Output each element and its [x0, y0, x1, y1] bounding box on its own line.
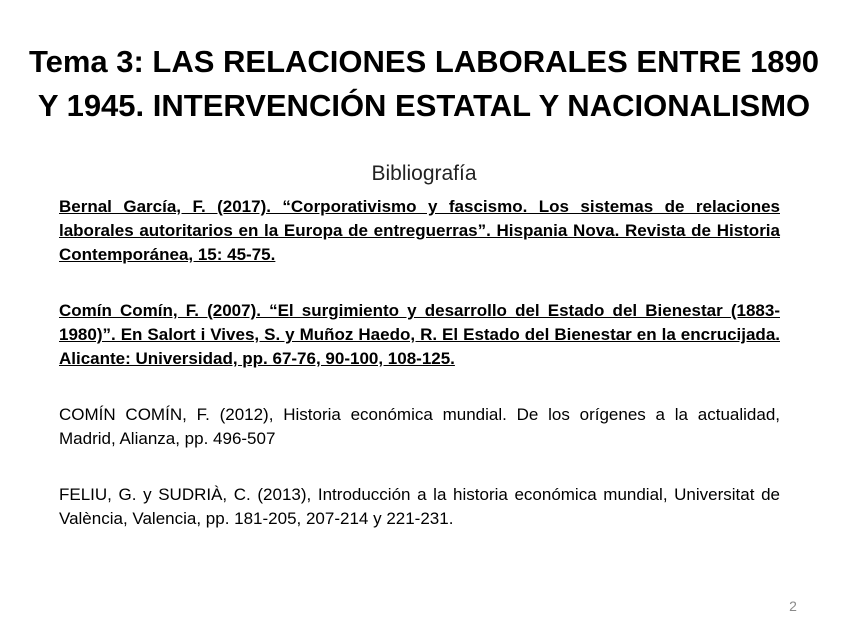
reference-comin-2012: COMÍN COMÍN, F. (2012), Historia económica mundial. De los orígenes a la actualidad, Madrid, Alianza, pp. 496-507 — [59, 405, 780, 448]
page-number: 2 — [789, 598, 797, 614]
bibliography-heading: Bibliografía — [371, 162, 477, 185]
reference-list — [59, 195, 780, 531]
reference-feliu-sudria: FELIU, G. y SUDRIÀ, C. (2013), Introducción a la historia económica mundial, Universitat de València, Valencia, pp. 181-205, 207-214 y 221-231. — [59, 485, 780, 528]
slide-title: Tema 3: LAS RELACIONES LABORALES ENTRE 1890 Y 1945. INTERVENCIÓN ESTATAL Y NACIONALISMO — [28, 44, 820, 123]
reference-bernal-garcia: Bernal García, F. (2017). “Corporativismo y fascismo. Los sistemas de relaciones laborales autoritarios en la Europa de entreguerras”. Hispania Nova. Revista de Historia Contemporánea, 15: 45-75. — [59, 197, 780, 264]
reference-comin-2007: Comín Comín, F. (2007). “El surgimiento y desarrollo del Estado del Bienestar (1883-1980)”. En Salort i Vives, S. y Muñoz Haedo, R. El Estado del Bienestar en la encrucijada. Alicante: Universidad, pp. 67-76, 90-100, 108-125. — [59, 301, 780, 368]
